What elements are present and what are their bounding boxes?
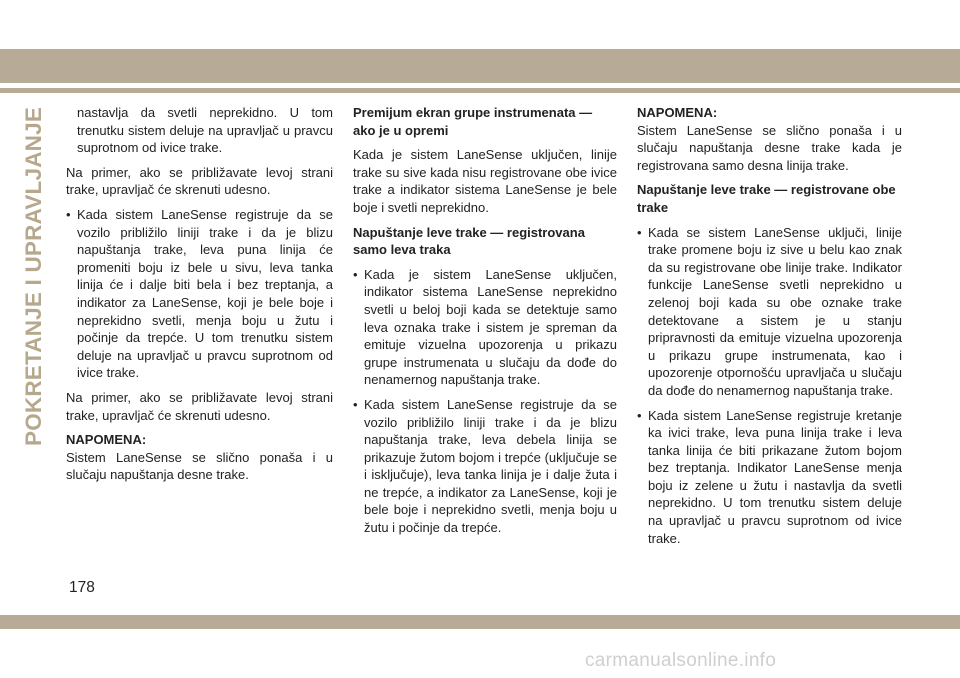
- bullet-icon: •: [637, 407, 642, 423]
- continued-paragraph: nastavlja da svetli neprekidno. U tom trenutku sistem deluje na upravljač u pravcu suprotnom od ivice trake.: [77, 105, 333, 156]
- bullet-item: [66, 206, 333, 382]
- header-rule: [0, 88, 960, 93]
- paragraph: Kada je sistem LaneSense uključen, linije trake su sive kada nisu registrovane obe ivice trake a indikator sistema LaneSense je bele boje i svetli neprekidno.: [353, 147, 617, 215]
- bullet-text: Kada se sistem LaneSense uključi, linije trake promene boju iz sive u belu kao znak da su registrovane obe linije trake. Indikator funkcije LaneSense svetli neprekidno u zelenoj boji kada su obe oznake trake detektovane a sistem je u stanju pripravnosti da emituje vizuelna upozorenja u prikazu grupe instrumenata, kao i upozorenje otpornošću upravljača u slučaju da dođe do nenamernog napuštanja trake.: [648, 224, 902, 398]
- bullet-icon: •: [637, 224, 642, 240]
- bullet-text: Kada sistem LaneSense registruje kretanje ka ivici trake, leva puna linija trake i leva tanka linija će biti prikazane žutom bojom bez treptanja. Indikator LaneSense menja boju iz zelene u žutu i nastavlja da svetli neprekidno. U tom trenutku sistem deluje na upravljač u pravcu suprotnom od ivice trake.: [648, 407, 902, 546]
- bullet-item: [637, 224, 902, 400]
- footer-band: [0, 615, 960, 629]
- bullet-icon: •: [353, 266, 358, 282]
- section-heading: Napuštanje leve trake — registrovana samo leva traka: [353, 224, 585, 258]
- section-heading: Premijum ekran grupe instrumenata — ako je u opremi: [353, 105, 593, 138]
- page-number: 178: [69, 579, 95, 596]
- bullet-text: Kada sistem LaneSense registruje da se vozilo približilo liniji trake i da je blizu napuštanja trake, leva puna linija će promeniti boju iz bele u sivu, leva tanka linija će i dalje biti bela i bez treptanja, a indikator za LaneSense, koji je bele boje i neprekidno svetli, menja boju u žutu i počinje da trepće. U tom trenutku sistem deluje na upravljač u pravcu suprotnom od ivice trake.: [77, 206, 333, 381]
- bullet-icon: •: [66, 206, 71, 222]
- note-text: Sistem LaneSense se slično ponaša i u slučaju napuštanja desne trake kada je registrovana samo desna linija trake.: [637, 122, 902, 173]
- text-column-3: [637, 104, 902, 554]
- note-text: Sistem LaneSense se slično ponaša i u slučaju napuštanja desne trake.: [66, 449, 333, 483]
- text-column-2: [353, 104, 617, 544]
- bullet-icon: •: [353, 396, 358, 412]
- paragraph: Na primer, ako se približavate levoj strani trake, upravljač će skrenuti udesno.: [66, 389, 333, 423]
- note-heading: NAPOMENA:: [66, 432, 147, 448]
- header-band: [0, 49, 960, 83]
- bullet-text: Kada je sistem LaneSense uključen, indikator sistema LaneSense neprekidno svetli u beloj boji kada se detektuje samo leva oznaka trake i sistem je spreman da emituje vizuelna upozorenja u prikazu grupe instrumenata u slučaju da dođe do nenamernog napuštanja trake.: [364, 266, 617, 388]
- note-heading: NAPOMENA:: [637, 105, 718, 120]
- bullet-item: [637, 407, 902, 548]
- text-column-1: [66, 104, 333, 491]
- watermark: carmanualsonline.info: [585, 650, 777, 671]
- bullet-item: [353, 396, 617, 537]
- bullet-item: [353, 266, 617, 389]
- section-heading: Napuštanje leve trake — registrovane obe trake: [637, 182, 896, 215]
- paragraph: Na primer, ako se približavate levoj strani trake, upravljač će skrenuti udesno.: [66, 164, 333, 198]
- section-side-tab: POKRETANJE I UPRAVLJANJE: [21, 106, 46, 446]
- bullet-text: Kada sistem LaneSense registruje da se vozilo približilo liniji trake i da je blizu napuštanja trake, leva debela linija se prikazuje žutom bojom i trepće (uključuje se i isključuje), leva tanka linija je i dalje žuta i ne trepće, a indikator za LaneSense, koji je bele boje i neprekidno svetli, menja boju u žutu i počinje da trepće.: [364, 396, 617, 536]
